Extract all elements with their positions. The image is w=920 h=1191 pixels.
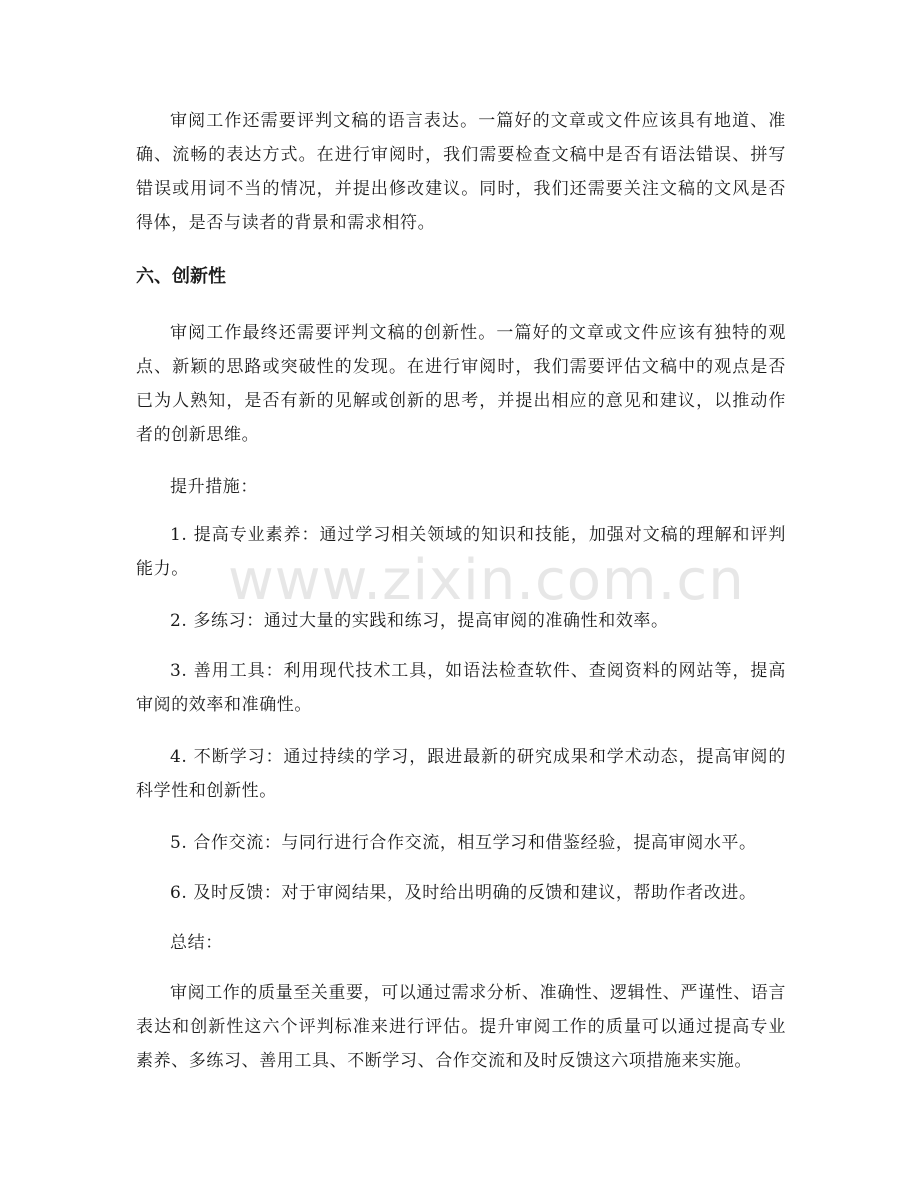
measure-item-3: 3. 善用工具：利用现代技术工具，如语法检查软件、查阅资料的网站等，提高审阅的效率和准确性。 — [136, 661, 786, 715]
measure-item-4: 4. 不断学习：通过持续的学习，跟进最新的研究成果和学术动态，提高审阅的科学性和创新性。 — [136, 747, 786, 801]
watermark-text: www.zixin.com.cn — [228, 548, 745, 613]
measure-item-1: 1. 提高专业素养：通过学习相关领域的知识和技能，加强对文稿的理解和评判能力。 — [136, 525, 786, 579]
measure-item-2: 2. 多练习：通过大量的实践和练习，提高审阅的准确性和效率。 — [170, 611, 669, 631]
measure-item-6: 6. 及时反馈：对于审阅结果，及时给出明确的反馈和建议，帮助作者改进。 — [170, 883, 757, 903]
section-heading-innovation: 六、创新性 — [136, 266, 226, 287]
measure-item-5: 5. 合作交流：与同行进行合作交流，相互学习和借鉴经验，提高审阅水平。 — [170, 833, 757, 853]
paragraph-summary: 审阅工作的质量至关重要，可以通过需求分析、准确性、逻辑性、严谨性、语言表达和创新性这六个评判标准来进行评估。提升审阅工作的质量可以通过提高专业素养、多练习、善用工具、不断学习、合作交流和及时反馈这六项措施来实施。 — [136, 983, 786, 1071]
paragraph-innovation: 审阅工作最终还需要评判文稿的创新性。一篇好的文章或文件应该有独特的观点、新颖的思路或突破性的发现。在进行审阅时，我们需要评估文稿中的观点是否已为人熟知，是否有新的见解或创新的思考，并提出相应的意见和建议，以推动作者的创新思维。 — [136, 323, 786, 445]
paragraph-language-expression: 审阅工作还需要评判文稿的语言表达。一篇好的文章或文件应该具有地道、准确、流畅的表达方式。在进行审阅时，我们需要检查文稿中是否有语法错误、拼写错误或用词不当的情况，并提出修改建议。同时，我们还需要关注文稿的文风是否得体，是否与读者的背景和需求相符。 — [136, 111, 786, 233]
summary-label: 总结： — [170, 933, 223, 953]
measures-label: 提升措施： — [170, 477, 258, 497]
